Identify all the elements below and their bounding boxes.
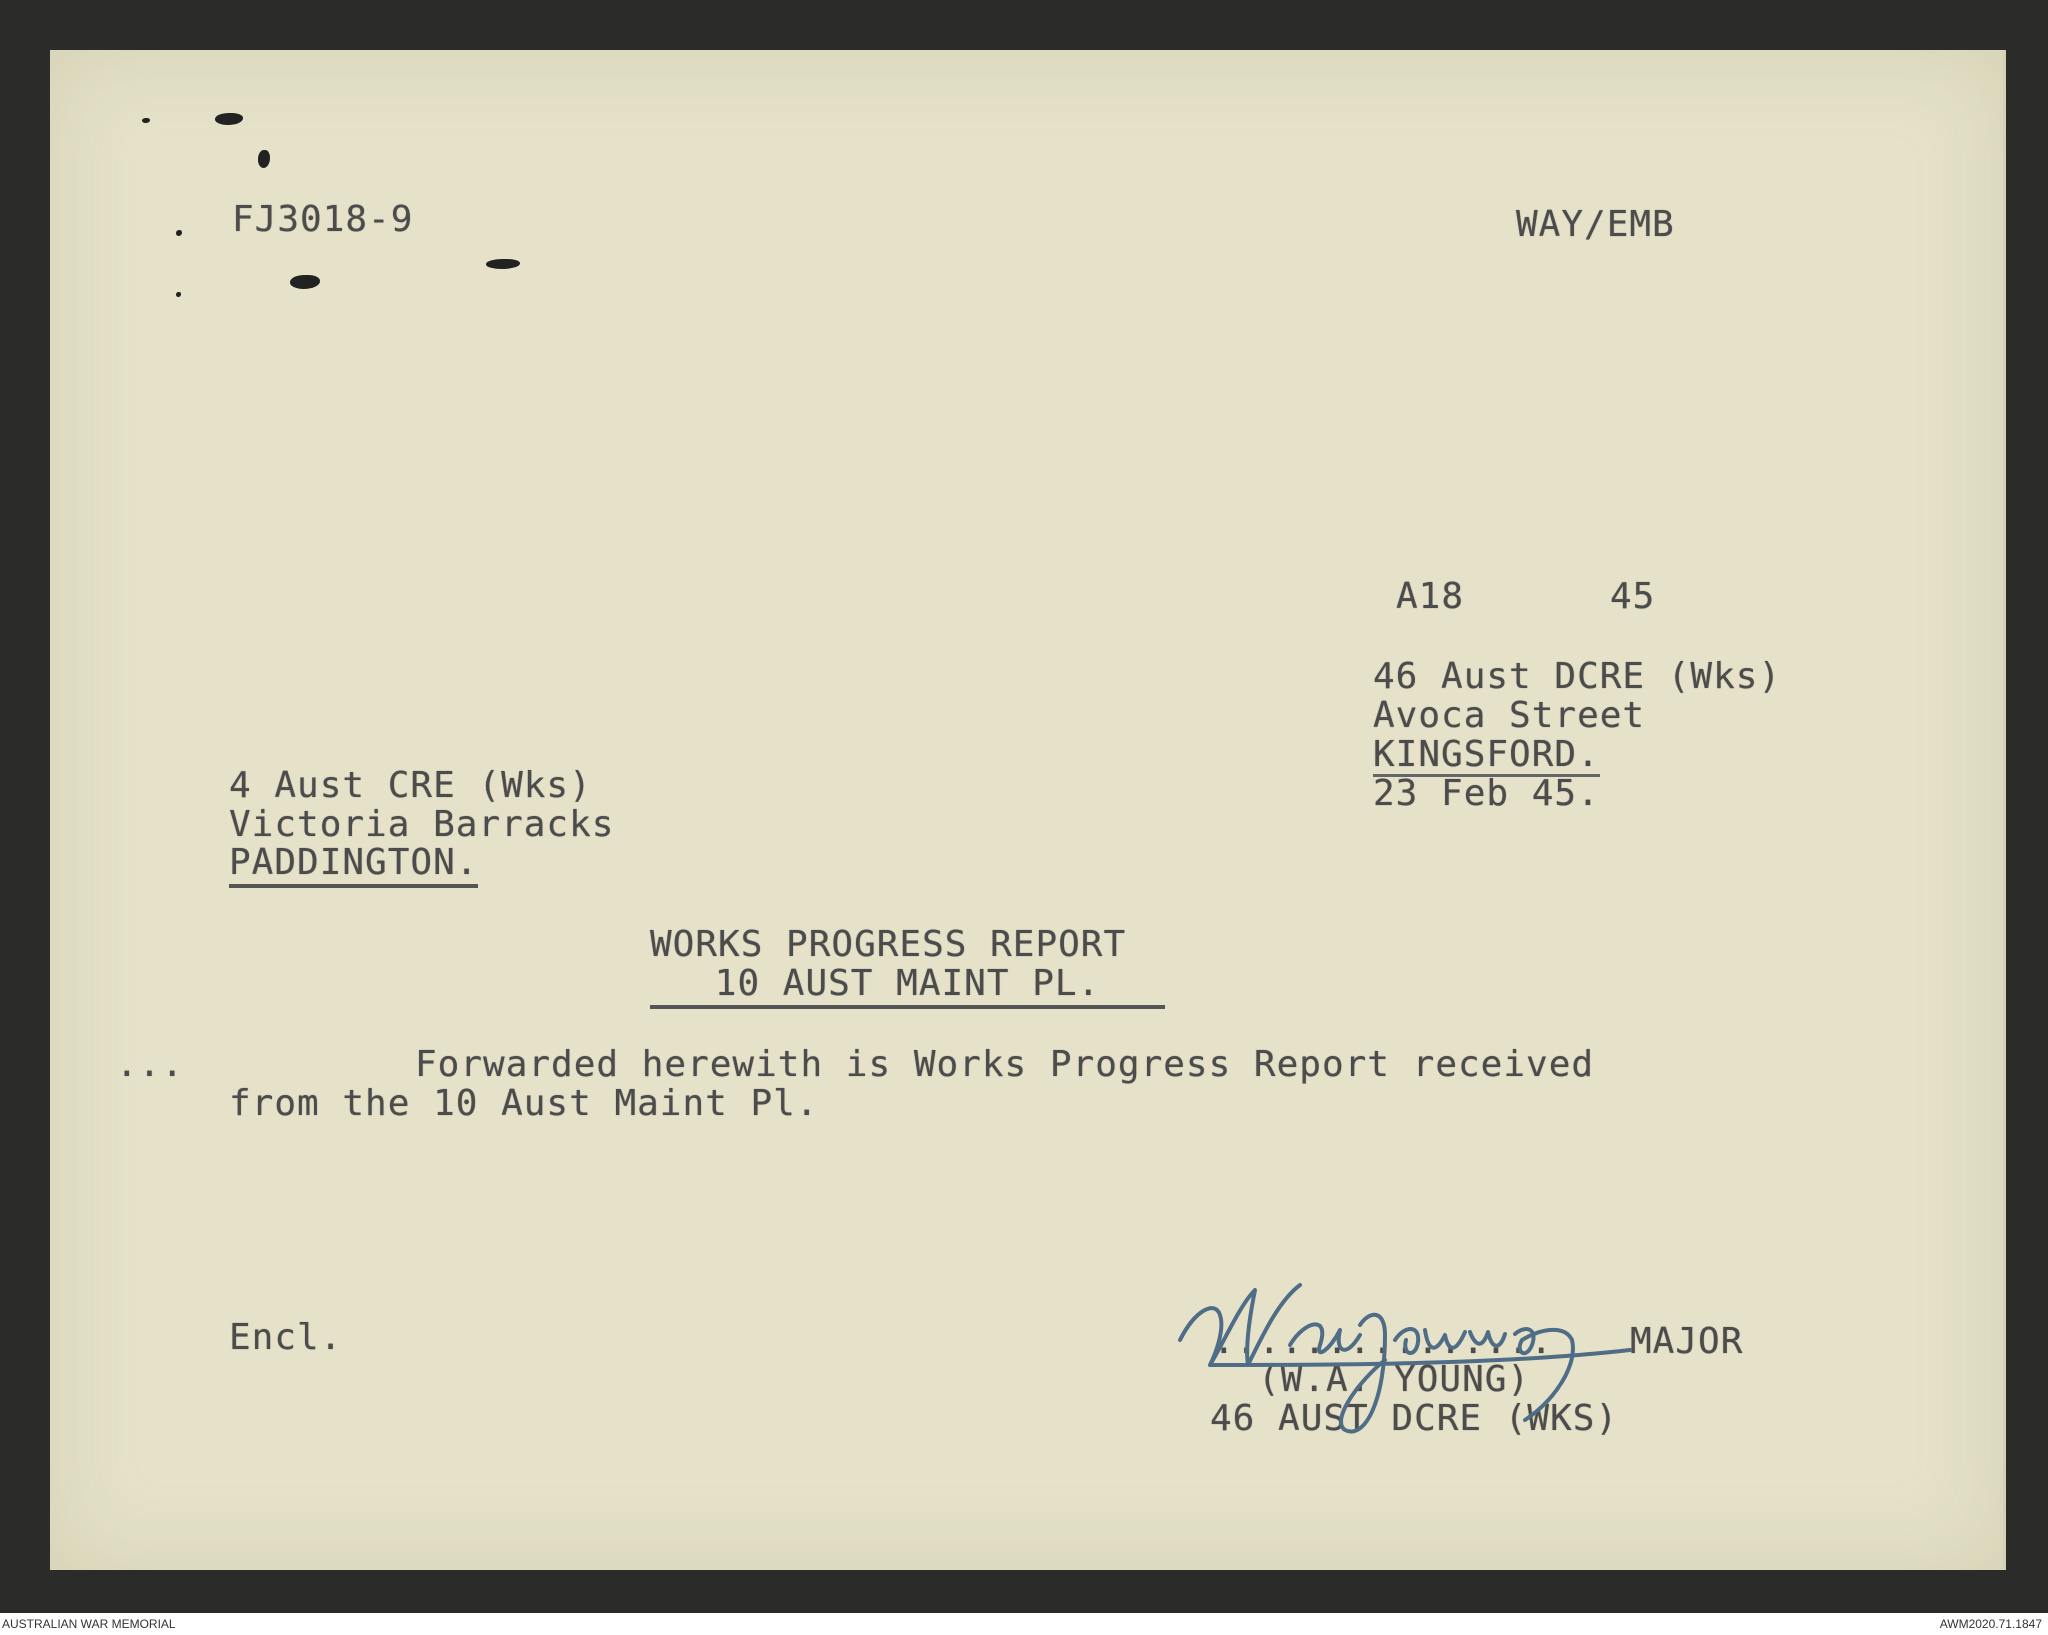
sender-town: KINGSFORD. <box>1373 734 1600 775</box>
recipient-unit: 4 Aust CRE (Wks) <box>229 765 592 806</box>
signature-dots: ............... <box>1213 1321 1554 1362</box>
recipient-town: PADDINGTON. <box>229 843 478 888</box>
reference-year: 45 <box>1610 576 1656 617</box>
enclosure-note: Encl. <box>229 1317 343 1358</box>
signatory-rank: MAJOR <box>1630 1321 1744 1362</box>
sender-unit: 46 Aust DCRE (Wks) <box>1373 656 1782 697</box>
archive-footer <box>0 1613 2048 1635</box>
footer-right-label: AWM2020.71.1847 <box>1939 1617 2042 1631</box>
handwritten-signature <box>1170 1270 1640 1450</box>
sender-street: Avoca Street <box>1373 695 1646 736</box>
signatory-name: (W.A. YOUNG) <box>1258 1359 1531 1400</box>
body-line-2: from the 10 Aust Maint Pl. <box>229 1083 819 1124</box>
page-edge <box>2003 50 2006 1570</box>
paragraph-marker: ... <box>116 1044 185 1085</box>
typist-initials: WAY/EMB <box>1516 204 1675 245</box>
signatory-unit: 46 AUST DCRE (WKS) <box>1210 1398 1619 1439</box>
recipient-street: Victoria Barracks <box>229 804 615 845</box>
footer-left-label: AUSTRALIAN WAR MEMORIAL <box>2 1617 176 1631</box>
subject-line-2: 10 AUST MAINT PL. <box>650 964 1165 1009</box>
body-line-1: Forwarded herewith is Works Progress Report received <box>415 1044 1595 1085</box>
letter-date: 23 Feb 45. <box>1373 773 1600 814</box>
file-reference: FJ3018-9 <box>232 199 414 240</box>
subject-line-1: WORKS PROGRESS REPORT <box>650 924 1127 965</box>
reference-code: A18 <box>1396 576 1465 617</box>
